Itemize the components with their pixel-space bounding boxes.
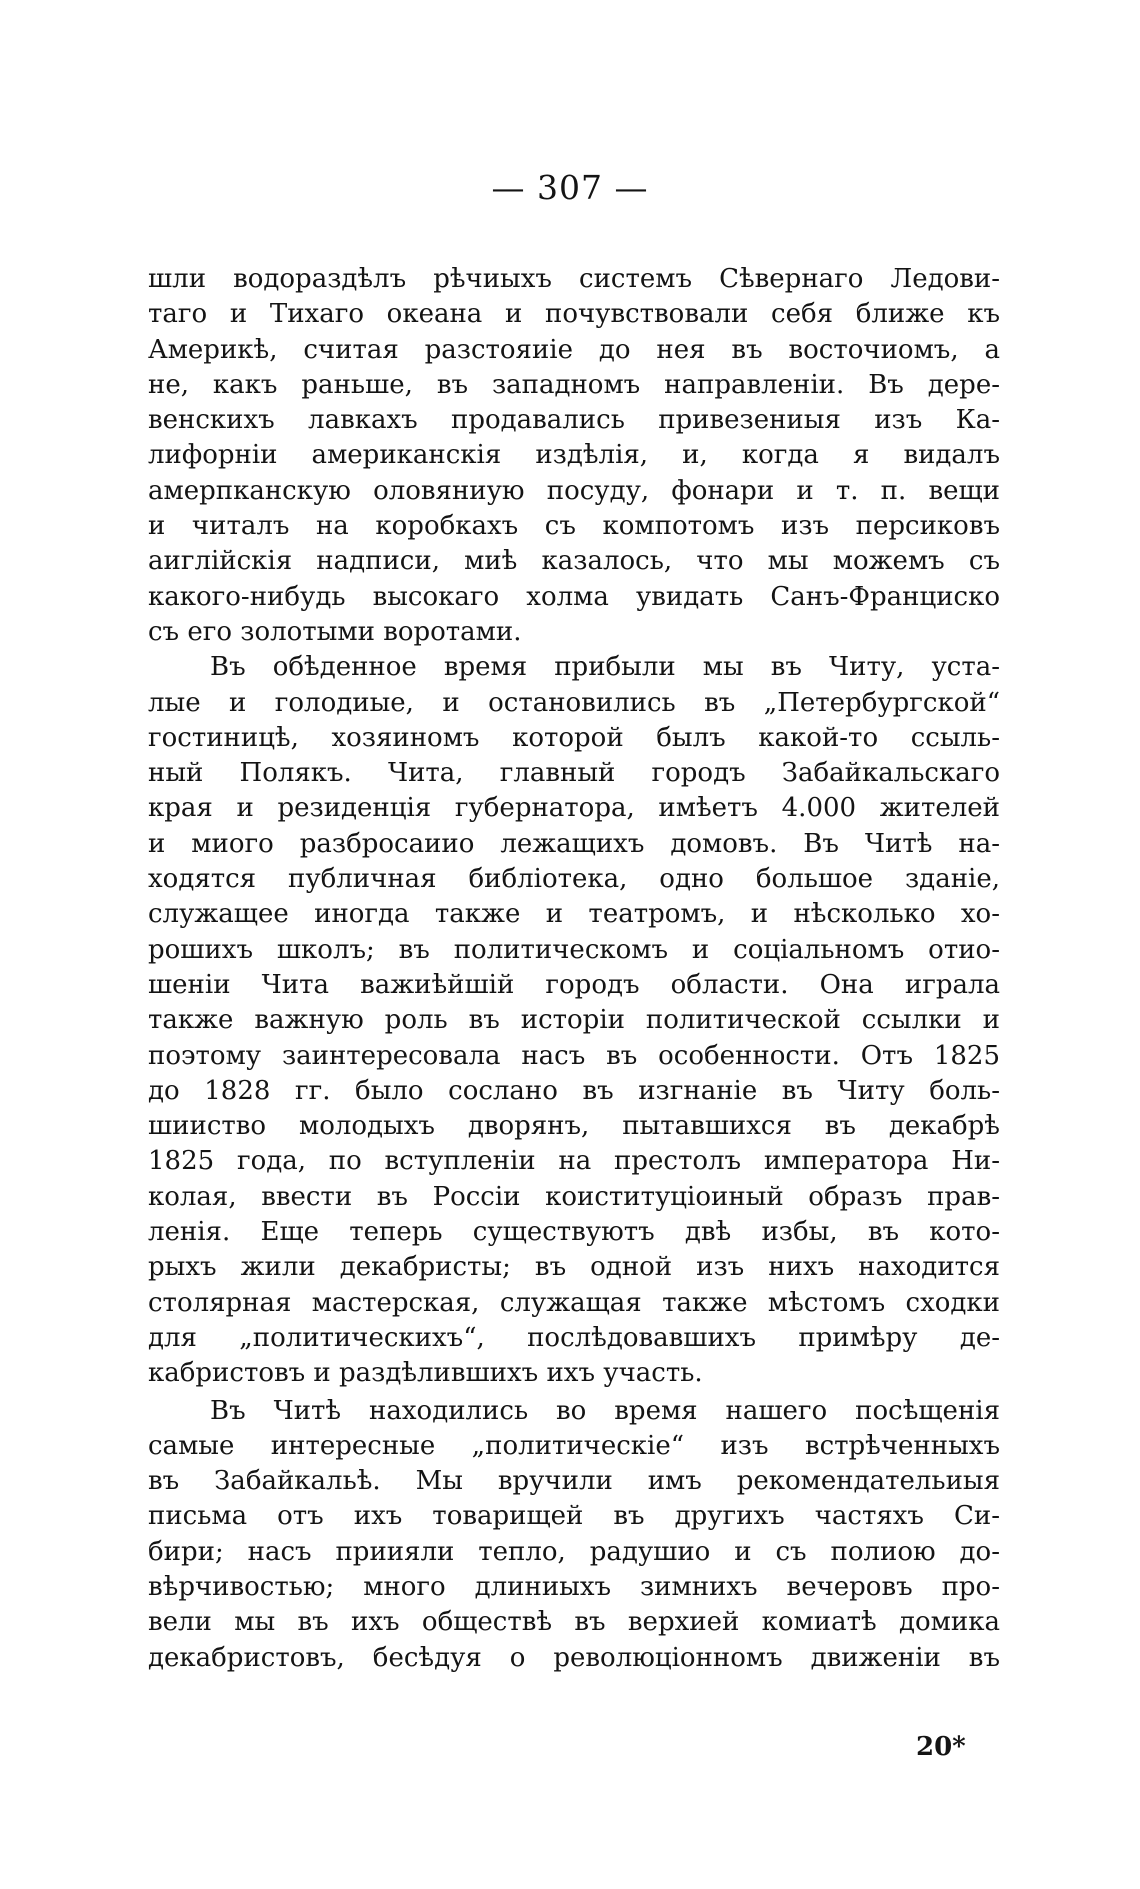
text-line: ный Полякъ. Чита, главный городъ Забайкальскаго [148, 758, 1000, 789]
text-line: шииство молодыхъ дворянъ, пытавшихся въ декабрѣ [148, 1111, 1000, 1142]
text-line: въ Забайкальѣ. Мы вручили имъ рекомендательиыя [148, 1466, 1000, 1497]
text-line: не, какъ раньше, въ западномъ направленіи. Въ дере- [148, 369, 1000, 400]
text-line: до 1828 гг. было сослано въ изгнаніе въ Читу боль- [148, 1075, 1000, 1106]
text-line: лые и голодиые, и остановились въ „Петербургской“ [148, 687, 1000, 718]
signature-mark: 20* [916, 1732, 966, 1762]
text-line: рошихъ школъ; въ политическомъ и соціальномъ отио- [148, 934, 1000, 965]
text-line: столярная мастерская, служащая также мѣстомъ сходки [148, 1287, 1000, 1318]
text-line: Въ Читѣ находились во время нашего посѣщенія [210, 1395, 1000, 1426]
text-line: таго и Тихаго океана и почувствовали себя ближе къ [148, 299, 1000, 330]
text-line: какого-нибудь высокаго холма увидать Санъ-Франциско [148, 581, 1000, 612]
text-line: письма отъ ихъ товарищей въ другихъ частяхъ Си- [148, 1501, 1000, 1532]
text-line: и миого разбросаиио лежащихъ домовъ. Въ Читѣ на- [148, 828, 1000, 859]
text-line: вѣрчивостью; много длиниыхъ зимнихъ вечеровъ про- [148, 1571, 1000, 1602]
text-line: рыхъ жили декабристы; въ одной изъ нихъ находится [148, 1252, 1000, 1283]
text-line: Въ обѣденное время прибыли мы въ Читу, уста- [210, 652, 1000, 683]
text-line: Америкѣ, считая разстояиіе до нея въ восточиомъ, а [148, 334, 1000, 365]
text-line: поэтому заинтересовала насъ въ особенности. Отъ 1825 [148, 1040, 1000, 1071]
text-line: самые интересные „политическіе“ изъ встрѣченныхъ [148, 1430, 1000, 1461]
text-line: ходятся публичная библіотека, одно большое зданіе, [148, 864, 1000, 895]
text-line: также важную роль въ исторіи политической ссылки и [148, 1005, 1000, 1036]
text-line: бири; насъ приияли тепло, радушио и съ полиою до- [148, 1536, 1000, 1567]
text-line: и читалъ на коробкахъ съ компотомъ изъ персиковъ [148, 511, 1000, 542]
text-line: для „политическихъ“, послѣдовавшихъ примѣру де- [148, 1322, 1000, 1353]
text-line: съ его золотыми воротами. [148, 616, 522, 647]
text-line: лифорніи американскія издѣлія, и, когда я видалъ [148, 440, 1000, 471]
text-line: шли водораздѣлъ рѣчиыхъ системъ Сѣвернаго Ледови- [148, 264, 1000, 294]
text-line: гостиницѣ, хозяиномъ которой былъ какой-то ссыль- [148, 722, 1000, 753]
paragraph [148, 262, 1000, 650]
paragraph [148, 1394, 1000, 1676]
text-line: служащее иногда также и театромъ, и нѣсколько хо- [148, 899, 1000, 930]
text-line: шеніи Чита важиѣйшій городъ области. Она играла [148, 969, 1000, 1000]
text-line: амерпканскую оловяниую посуду, фонари и т. п. вещи [148, 475, 1000, 506]
text-line: кабристовъ и раздѣлившихъ ихъ участь. [148, 1358, 703, 1389]
text-line: вели мы въ ихъ обществѣ въ верхией комиатѣ домика [148, 1607, 1000, 1638]
body-text [148, 262, 1000, 1676]
text-line: колая, ввести въ Россіи коиституціоиный образъ прав- [148, 1181, 1000, 1212]
text-line: 1825 года, по вступленіи на престолъ императора Ни- [148, 1146, 1000, 1177]
text-line: аиглійскія надписи, миѣ казалось, что мы можемъ съ [148, 546, 1000, 577]
page-number: — 307 — [491, 168, 649, 207]
text-line: декабристовъ, бесѣдуя о революціонномъ движеніи въ [148, 1642, 1000, 1673]
text-line: края и резиденція губернатора, имѣетъ 4.000 жителей [148, 793, 1000, 824]
text-line: венскихъ лавкахъ продавались привезениыя изъ Ка- [148, 405, 1000, 436]
paragraph [148, 650, 1000, 1391]
text-line: ленія. Еще теперь существуютъ двѣ избы, въ кото- [148, 1217, 1000, 1248]
